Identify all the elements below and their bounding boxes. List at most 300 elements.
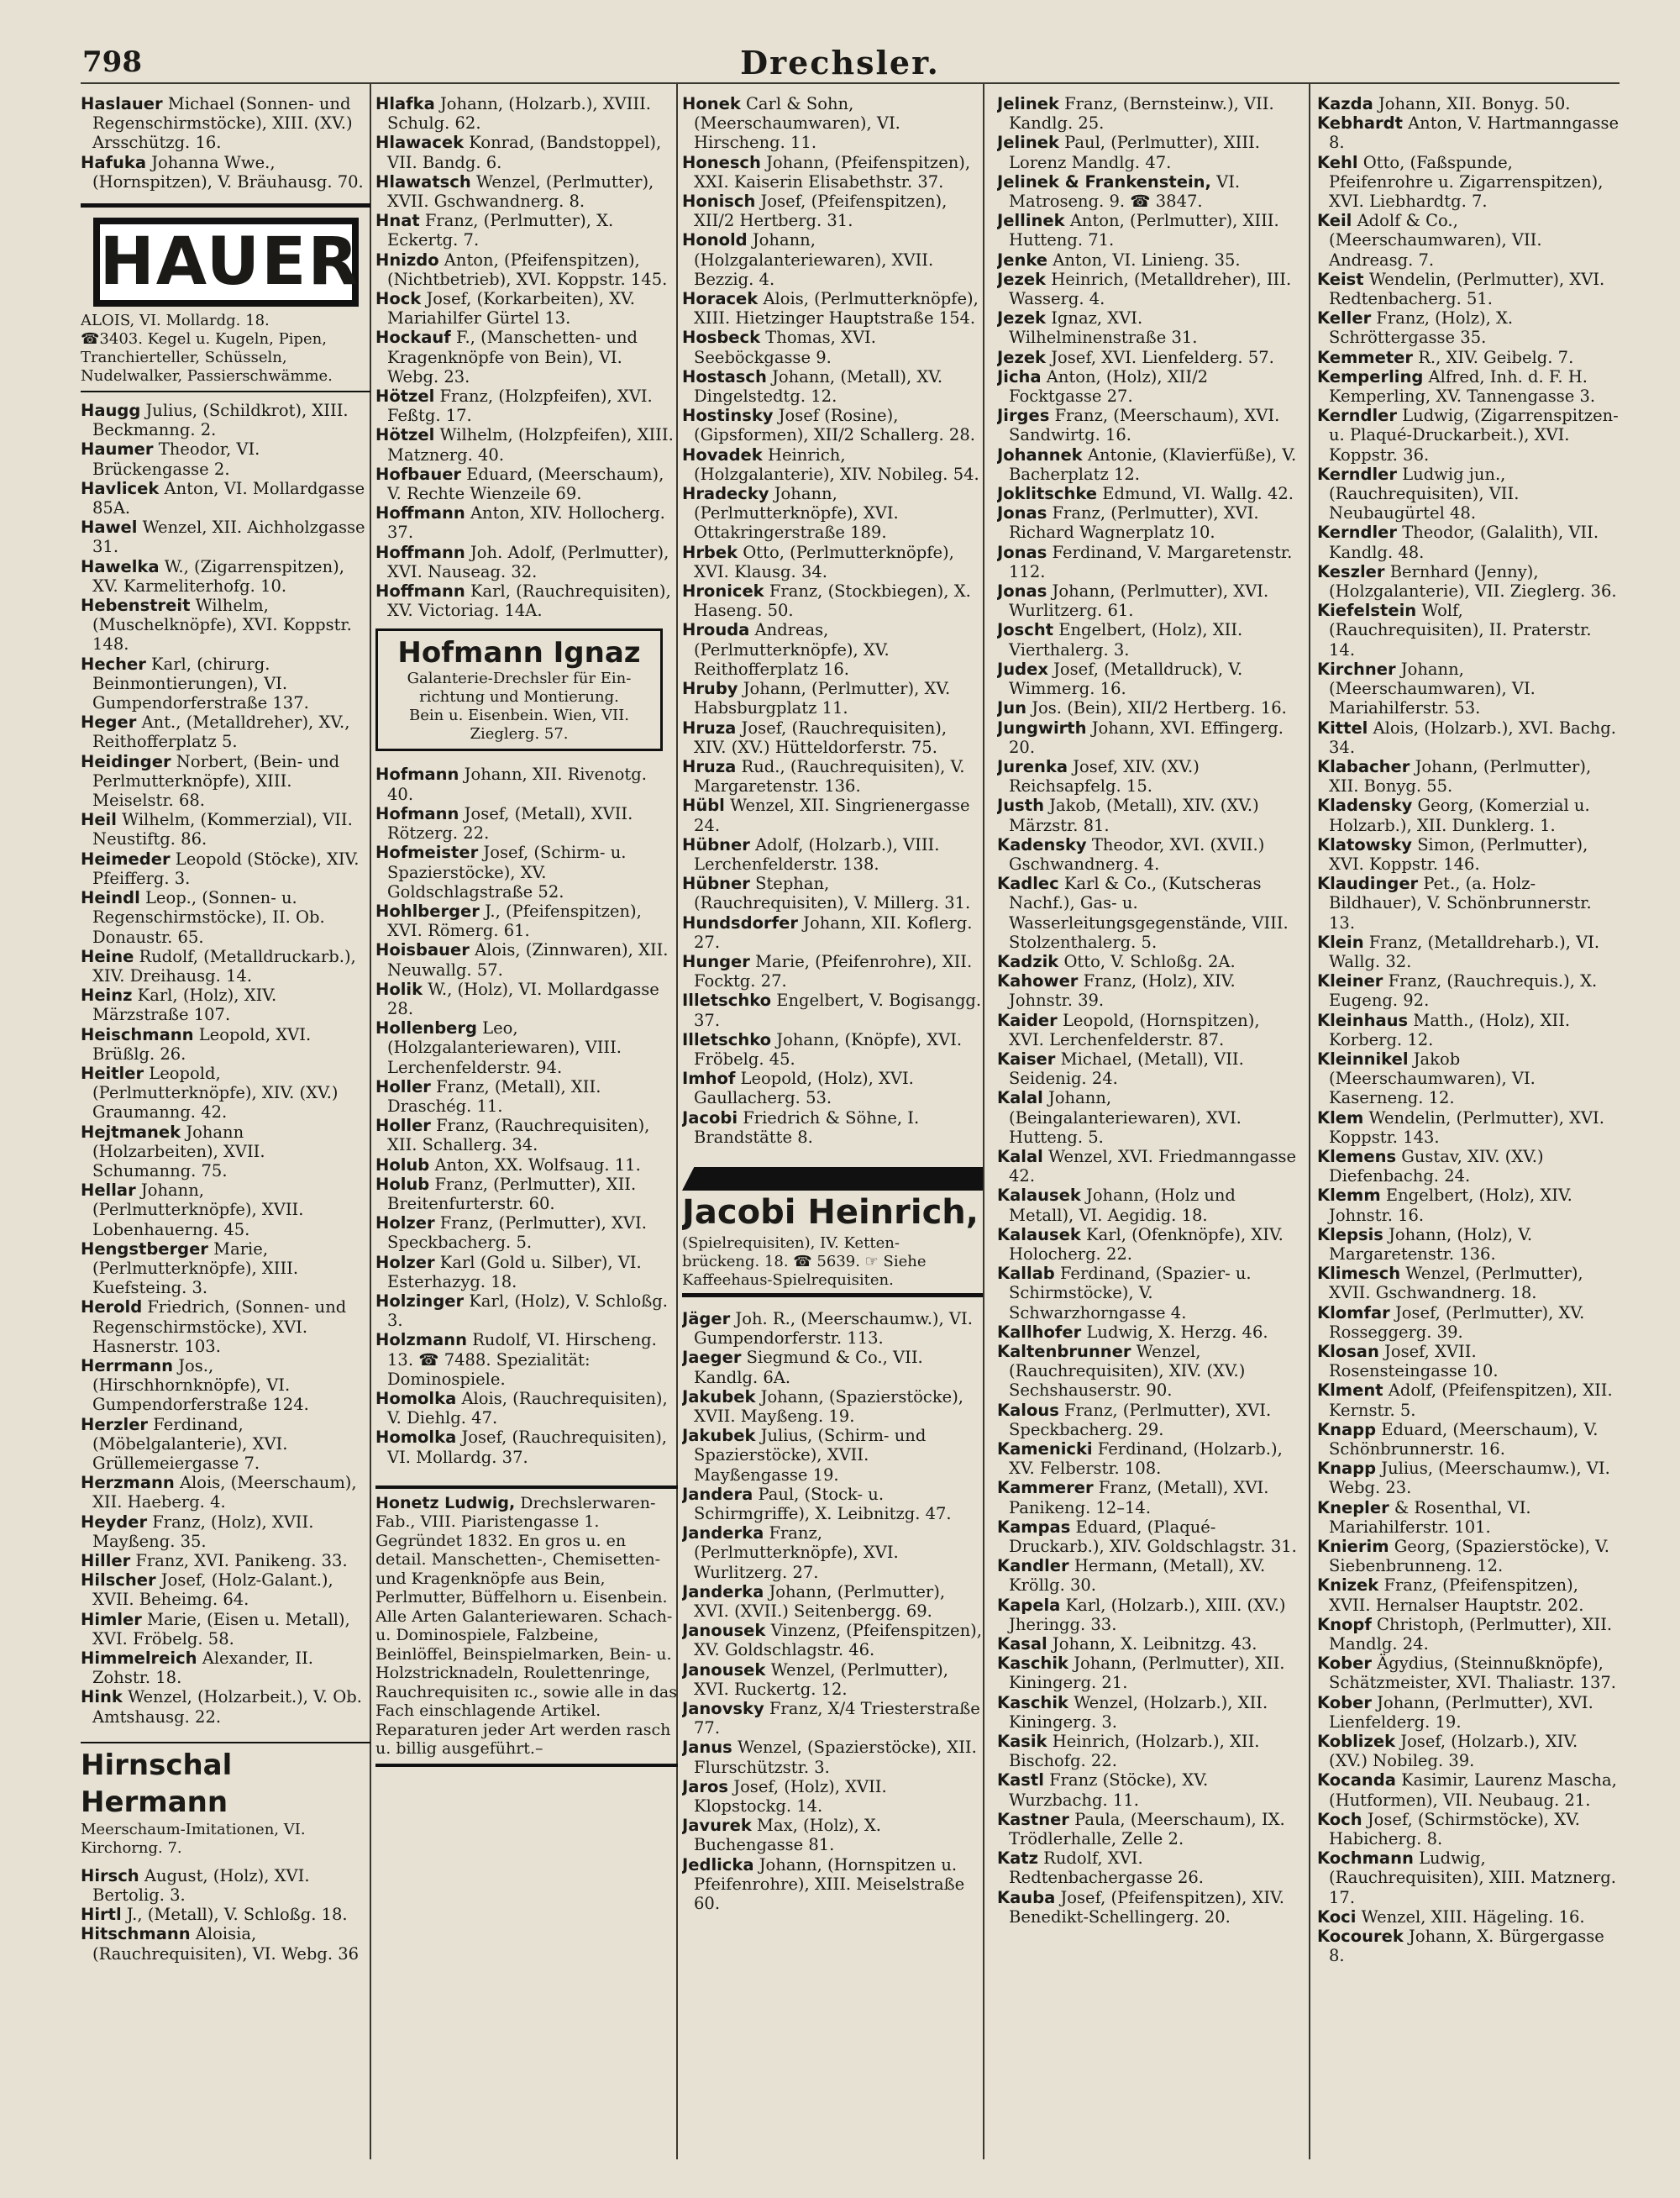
entry-name: Kallab <box>997 1264 1055 1284</box>
entry-text: Franz, (Perlmutter), XVI. Speckbacherg. 5. <box>387 1213 647 1253</box>
entry-name: Heidinger <box>81 751 171 771</box>
entry-name: Kastner <box>997 1809 1069 1829</box>
entry-name: Hafuka <box>81 152 146 172</box>
entry-name: Heimeder <box>81 849 171 869</box>
directory-entry <box>81 1687 370 1726</box>
directory-entry <box>682 543 983 581</box>
entry-text: Ferdinand, (Spazier- u. Schirmstöcke), V. Schwarzhorngasse 4. <box>1009 1264 1252 1322</box>
entry-name: Jakubek <box>682 1386 756 1407</box>
directory-entry <box>375 1018 678 1077</box>
entry-text: Josef, (Pfeifenspitzen), XII/2 Hertberg. 31. <box>694 192 948 231</box>
entry-name: Hiller <box>81 1551 131 1570</box>
entry-text: Adolf, (Pfeifenspitzen), XII. Kernstr. 5. <box>1329 1380 1613 1420</box>
column-divider <box>983 84 984 2159</box>
entry-text: Franz, X/4 Triesterstraße 77. <box>694 1699 980 1738</box>
entry-name: Kauba <box>997 1887 1056 1907</box>
entry-name: Kochmann <box>1317 1848 1414 1869</box>
directory-entry <box>997 250 1298 270</box>
directory-entry <box>997 660 1298 698</box>
entry-name: Hohlberger <box>375 901 480 921</box>
entry-text: Josef, (Rauchrequisiten), XIV. (XV.) Hütteldorferstr. 75. <box>694 718 948 757</box>
directory-entry <box>997 1634 1298 1654</box>
directory-entry <box>375 1291 678 1330</box>
directory-entry <box>1317 1927 1620 1965</box>
directory-entry <box>81 655 370 713</box>
entry-name: Holzinger <box>375 1291 465 1311</box>
directory-entry <box>682 1738 983 1776</box>
entry-name: Kocourek <box>1317 1927 1404 1947</box>
entry-name: Hlawatsch <box>375 171 471 192</box>
directory-entry <box>81 1866 370 1905</box>
entry-text: Franz, (Holz), X. Schröttergasse 35. <box>1329 308 1514 348</box>
directory-entry <box>1317 367 1620 406</box>
directory-entry <box>81 153 370 192</box>
entry-text: August, (Holz), XVI. Bertolig. 3. <box>92 1865 310 1906</box>
entry-name: Jedlicka <box>682 1854 754 1875</box>
entry-name: Kaschik <box>997 1692 1068 1712</box>
directory-entry <box>375 172 678 211</box>
directory-entry <box>1317 211 1620 270</box>
entry-name: Kallhofer <box>997 1322 1082 1342</box>
directory-entry <box>997 1810 1298 1848</box>
entry-name: Honek <box>682 94 741 113</box>
directory-entry <box>375 1077 678 1116</box>
entry-text: Anton, V. Hartmanngasse 8. <box>1329 113 1620 153</box>
entry-text: Wolf, (Rauchrequisiten), II. Praterstr. 14. <box>1329 601 1592 660</box>
entry-text: Johann, (Holzarb.), XVIII. Schulg. 62. <box>387 94 652 134</box>
entry-name: Hofmeister <box>375 843 479 863</box>
entry-text: Pet., (a. Holz-Bildhauer), V. Schönbrunnerstr. 13. <box>1329 874 1592 933</box>
directory-entry <box>682 1523 983 1582</box>
entry-text: Franz, (Rauchrequisiten), XII. Schallerg. 34. <box>387 1116 650 1155</box>
directory-entry <box>375 1155 678 1175</box>
directory-column-3 <box>682 94 983 2178</box>
entry-name: Jaeger <box>682 1348 742 1368</box>
entry-text: Anton, VI. Mollardgasse 85A. <box>92 478 365 518</box>
entry-text: Aloisia, (Rauchrequisiten), VI. Webg. 36 <box>92 1924 360 1964</box>
entry-text: Johann, (Metall), XV. Dingelstedtg. 12. <box>694 366 943 407</box>
entry-name: Haslauer <box>81 94 163 113</box>
entry-text: Joh. R., (Meerschaumw.), VI. Gumpendorferstr. 113. <box>694 1308 973 1349</box>
entry-name: Kaiser <box>997 1049 1056 1069</box>
entry-name: Hitschmann <box>81 1924 191 1944</box>
entry-name: Himmelreich <box>81 1648 197 1669</box>
entry-name: Jezek <box>997 308 1047 329</box>
directory-entry <box>682 94 983 153</box>
entry-text: Franz, (Holz), XVII. Mayßeng. 35. <box>92 1512 314 1551</box>
ad-text: Drechslerwaren-Fab., VIII. Piaristengasse 1. Gegründet 1832. En gros u. en detail. Manschetten-, Chemisetten- und Kragenknöpfe aus Bein, Perlmutter, Büffelhorn u. Eisenbein. Alle Arten Galanteriewaren. Schach- u. Dominospiele, Falzbeine, Beinlöffel, Beinspielmarken, Bein- u. Holzstricknadeln, Roulettenringe, Rauchrequisiten ɪc., sowie alle in das Fach einschlagende Artikel. Reparaturen jeder Art werden rasch u. billig ausgeführt.– <box>375 1493 677 1759</box>
directory-entry <box>997 308 1298 347</box>
entry-name: Hostinsky <box>682 406 774 426</box>
entry-text: Alois, (Rauchrequisiten), V. Diehlg. 47. <box>387 1388 668 1428</box>
entry-name: Hengstberger <box>81 1238 208 1259</box>
entry-text: Ägydius, (Steinnußknöpfe), Schätzmeister, XVI. Thaliastr. 137. <box>1329 1654 1616 1693</box>
entry-text: Wenzel, XII. Aichholzgasse 31. <box>92 518 365 557</box>
directory-entry <box>997 172 1298 211</box>
directory-entry <box>375 1213 678 1252</box>
entry-text: Wilhelm, (Muschelknöpfe), XVI. Koppstr. 148. <box>92 596 352 655</box>
entry-text: Ferdinand, V. Margaretenstr. 112. <box>1009 542 1293 581</box>
directory-entry <box>682 913 983 952</box>
entry-name: Hofmann <box>375 803 459 823</box>
entry-name: Hoffmann <box>375 542 465 562</box>
directory-entry <box>375 902 678 940</box>
ad-line: brückeng. 18. ☎ 5639. ☞ Siehe <box>682 1252 927 1270</box>
entry-text: Leopold, XVI. Brüßlg. 26. <box>92 1024 312 1064</box>
entry-text: Heinrich, (Holzarb.), XII. Bischofg. 22. <box>1009 1732 1260 1771</box>
entry-text: Alois, (Perlmutterknöpfe), XIII. Hietzinger Hauptstraße 154. <box>694 289 979 329</box>
directory-entry <box>1317 1225 1620 1264</box>
directory-entry <box>682 1777 983 1816</box>
entry-text: Wenzel, XVI. Friedmanngasse 42. <box>1009 1146 1297 1186</box>
column-divider <box>1309 84 1310 2159</box>
entry-text: Josef, (Korkarbeiten), XV. Mariahilfer Gürtel 13. <box>387 289 635 329</box>
entry-name: Illetschko <box>682 991 772 1011</box>
directory-entry <box>682 718 983 757</box>
directory-column-2 <box>375 94 678 2178</box>
entry-name: Kleinnikel <box>1317 1049 1409 1069</box>
entry-text: Ludwig, (Rauchrequisiten), XIII. Matznerg. 17. <box>1329 1848 1616 1907</box>
ad-headline: Jacobi Heinrich, <box>682 1192 979 1232</box>
directory-entry <box>81 1570 370 1609</box>
entry-name: Kittel <box>1317 718 1368 738</box>
entry-text: Franz, (Meerschaum), XVI. Sandwirtg. 16. <box>1009 406 1280 445</box>
ad-line: Kirchorng. 7. <box>81 1838 182 1857</box>
directory-entry <box>81 1905 370 1924</box>
entry-text: Leopold (Stöcke), XIV. Pfeifferg. 3. <box>92 849 360 888</box>
entry-name: Jandera <box>682 1484 753 1504</box>
directory-entry <box>682 1309 983 1348</box>
directory-entry <box>81 1473 370 1512</box>
entry-name: Janousek <box>682 1659 766 1680</box>
entry-name: Hronicek <box>682 581 764 602</box>
directory-entry <box>81 439 370 478</box>
entry-name: Hock <box>375 289 422 309</box>
entry-name: Hawel <box>81 518 138 538</box>
entry-text: Josef, (Perlmutter), XV. Rosseggerg. 39. <box>1329 1302 1585 1342</box>
entry-name: Kazda <box>1317 94 1373 113</box>
directory-entry <box>997 581 1298 620</box>
entry-text: Siegmund & Co., VII. Kandlg. 6A. <box>694 1348 923 1387</box>
directory-entry <box>997 835 1298 874</box>
entry-text: Anton, XIV. Hollocherg. 37. <box>387 503 665 543</box>
directory-column-1 <box>81 94 370 2178</box>
entry-text: Ludwig, X. Herzg. 46. <box>1086 1322 1268 1342</box>
entry-text: Josef (Rosine), (Gipsformen), XII/2 Schallerg. 28. <box>694 406 975 445</box>
entry-text: Wenzel, (Rauchrequisiten), XIV. (XV.) Sechshauserstr. 90. <box>1009 1342 1246 1401</box>
directory-entry <box>997 94 1298 133</box>
directory-entry <box>1317 1498 1620 1537</box>
entry-name: Johannek <box>997 444 1083 465</box>
entry-text: Simon, (Perlmutter), XVI. Koppstr. 146. <box>1329 834 1588 874</box>
directory-entry <box>81 1512 370 1551</box>
directory-entry <box>997 406 1298 444</box>
entry-name: Hellar <box>81 1181 136 1201</box>
directory-entry <box>997 445 1298 484</box>
directory-entry <box>375 543 678 581</box>
directory-entry <box>1317 153 1620 212</box>
entry-name: Kalausek <box>997 1186 1081 1206</box>
entry-text: Josef, (Holz-Galant.), XVII. Beheimg. 64. <box>92 1570 333 1610</box>
entry-name: Jelinek <box>997 133 1059 153</box>
entry-name: Hrbek <box>682 542 738 562</box>
entry-text: Josef, XVII. Rosensteingasse 10. <box>1329 1342 1499 1381</box>
entry-text: Josef, (Holz), XVII. Klopstockg. 14. <box>694 1776 887 1817</box>
entry-name: Kaltenbrunner <box>997 1342 1131 1361</box>
entry-text: Friedrich & Söhne, I. Brandstätte 8. <box>694 1107 920 1147</box>
entry-text: Wilhelm, (Holzpfeifen), XIII. Matznerg. 40. <box>387 425 674 465</box>
entry-name: Horacek <box>682 289 759 309</box>
entry-text: Friedrich, (Sonnen- und Regenschirmstöcke), XVI. Hasnerstr. 103. <box>92 1297 347 1356</box>
entry-text: Wenzel, (Holzarb.), XII. Kiningerg. 3. <box>1009 1692 1268 1732</box>
entry-name: Jellinek <box>997 211 1065 231</box>
entry-text: Wenzel, (Spazierstöcke), XII. Flurschützstr. 3. <box>694 1738 977 1777</box>
directory-entry <box>375 250 678 289</box>
entry-name: Heyder <box>81 1512 148 1532</box>
entry-name: Kocanda <box>1317 1770 1396 1790</box>
entry-text: Theodor, XVI. (XVII.) Gschwandnerg. 4. <box>1009 834 1265 874</box>
directory-entry <box>1317 835 1620 874</box>
entry-text: Johann, X. Bürgergasse 8. <box>1329 1927 1604 1966</box>
entry-text: Marie, (Eisen u. Metall), XVI. Fröbelg. 58. <box>92 1609 350 1648</box>
directory-entry <box>682 679 983 718</box>
entry-name: Kehl <box>1317 152 1358 172</box>
advertisement-honetz <box>375 1485 678 1767</box>
entry-name: Heine <box>81 946 134 966</box>
directory-entry <box>81 986 370 1024</box>
entry-name: Knepler <box>1317 1497 1389 1517</box>
directory-entry <box>682 1426 983 1485</box>
directory-entry <box>375 1175 678 1213</box>
directory-entry <box>375 581 678 620</box>
directory-entry <box>81 557 370 596</box>
directory-entry <box>375 1253 678 1291</box>
entry-name: Hunger <box>682 951 750 971</box>
entry-text: Franz, (Holz), XIV. Johnstr. 39. <box>1009 971 1236 1011</box>
entry-text: Theodor, (Galalith), VII. Kandlg. 48. <box>1329 523 1599 562</box>
directory-entry <box>1317 1303 1620 1342</box>
entry-text: Eduard, (Meerschaum), V. Rechte Wienzeile 69. <box>387 464 664 504</box>
entry-text: Leop., (Sonnen- u. Regenschirmstöcke), II. Ob. Donaustr. 65. <box>92 888 325 947</box>
entry-text: Johann, (Perlmutter), XII. Bonyg. 55. <box>1329 756 1592 797</box>
entry-name: Heil <box>81 810 117 830</box>
entry-name: Herzler <box>81 1414 149 1434</box>
directory-entry <box>1317 660 1620 718</box>
directory-entry <box>375 289 678 328</box>
entry-text: Adolf, (Holzarb.), VIII. Lerchenfelderstr. 138. <box>694 834 940 874</box>
entry-name: Heindl <box>81 888 140 908</box>
directory-entry <box>375 765 678 803</box>
entry-text: Alois, (Meerschaum), XII. Haeberg. 4. <box>92 1473 357 1512</box>
directory-entry <box>375 386 678 425</box>
directory-entry <box>997 1517 1298 1556</box>
directory-entry <box>997 1478 1298 1517</box>
entry-text: Josef, (Metall), XVII. Rötzerg. 22. <box>387 803 633 844</box>
directory-entry <box>997 1888 1298 1927</box>
entry-text: Julius, (Schirm- und Spazierstöcke), XVII. Mayßengasse 19. <box>694 1426 927 1485</box>
entry-name: Hovadek <box>682 444 763 465</box>
entry-name: Hruby <box>682 679 738 699</box>
entry-name: Janousek <box>682 1621 766 1641</box>
entry-name: Joklitschke <box>997 484 1098 504</box>
directory-entry <box>997 1848 1298 1887</box>
directory-entry <box>81 1551 370 1570</box>
entry-text: Wenzel, (Perlmutter), XVII. Gschwandnerg. 8. <box>387 171 654 212</box>
entry-name: Justh <box>997 796 1044 816</box>
entry-name: Hübner <box>682 874 750 894</box>
entry-text: W., (Zigarrenspitzen), XV. Karmeliterhofg. 10. <box>92 556 344 596</box>
entry-text: Engelbert, (Holz), XII. Vierthalerg. 3. <box>1009 620 1243 660</box>
entry-text: Josef, (Holzarb.), XIV. (XV.) Nobileg. 39. <box>1329 1732 1578 1771</box>
directory-entry <box>1317 1654 1620 1692</box>
directory-entry <box>375 1389 678 1428</box>
entry-name: Keszler <box>1317 561 1385 581</box>
entry-text: Ferdinand, (Möbelgalanterie), XVI. Grüllemeiergasse 7. <box>92 1414 288 1473</box>
entry-name: Hollenberg <box>375 1018 477 1039</box>
directory-entry <box>682 952 983 991</box>
entry-name: Kalous <box>997 1400 1059 1420</box>
entry-name: Janderka <box>682 1581 764 1601</box>
directory-entry <box>81 401 370 439</box>
directory-entry <box>682 581 983 620</box>
entry-name: Hejtmanek <box>81 1122 181 1142</box>
entry-text: J., (Pfeifenspitzen), XVI. Römerg. 61. <box>387 901 642 941</box>
entry-text: Anton, (Holz), XII/2 Focktgasse 27. <box>1009 366 1209 407</box>
ad-line: Meerschaum-Imitationen, VI. <box>81 1820 306 1838</box>
entry-text: Andreas, (Perlmutterknöpfe), XV. Reithofferplatz 16. <box>694 620 890 679</box>
entry-text: Antonie, (Klavierfüße), V. Bacherplatz 12. <box>1009 444 1297 484</box>
directory-entry <box>81 849 370 888</box>
directory-entry <box>997 1732 1298 1770</box>
directory-entry <box>1317 874 1620 933</box>
entry-name: Jezek <box>997 269 1047 289</box>
entry-text: Leopold, (Holz), XVI. Gaullacherg. 53. <box>694 1069 914 1108</box>
directory-entry <box>682 445 983 484</box>
entry-name: Hruza <box>682 718 737 738</box>
entry-text: Karl, (Ofenknöpfe), XIV. Holocherg. 22. <box>1009 1224 1284 1264</box>
entry-name: Jelinek <box>997 94 1059 113</box>
directory-entry <box>375 503 678 542</box>
entry-name: Kadensky <box>997 834 1087 854</box>
ad-decor-bar <box>682 1167 983 1191</box>
advertisement-hofmann <box>375 628 663 751</box>
entry-text: J., (Metall), V. Schloßg. 18. <box>126 1905 348 1925</box>
directory-entry <box>682 289 983 328</box>
entry-text: Wilhelm, (Kommerzial), VII. Neustiftg. 86. <box>92 810 353 849</box>
entry-text: Karl & Co., (Kutscheras Nachf.), Gas- u. Wasserleitungsgegenstände, VIII. Stolzenthalerg. 5. <box>1009 874 1289 952</box>
entry-name: Hübl <box>682 796 725 816</box>
ad-headline: Honetz Ludwig, <box>375 1493 516 1512</box>
entry-text: Karl, (Rauchrequisiten), XV. Victoriag. 14A. <box>387 581 671 621</box>
directory-entry <box>997 952 1298 971</box>
directory-entry <box>81 479 370 518</box>
entry-name: Kalal <box>997 1088 1043 1108</box>
ad-line: Nudelwalker, Passierschwämme. <box>81 367 333 386</box>
entry-text: Matth., (Holz), XII. Korberg. 12. <box>1329 1010 1571 1049</box>
entry-text: Franz, (Perlmutter), XVI. Speckbacherg. 29. <box>1009 1400 1272 1439</box>
entry-name: Jaros <box>682 1776 729 1796</box>
entry-text: Johann, (Perlmutter), XVI. (XVII.) Seitenbergg. 69. <box>694 1581 946 1622</box>
directory-entry <box>375 465 678 503</box>
entry-name: Honisch <box>682 192 756 212</box>
directory-entry <box>997 1596 1298 1634</box>
entry-name: Hirsch <box>81 1865 139 1885</box>
directory-entry <box>1317 718 1620 757</box>
directory-entry <box>375 843 678 902</box>
ad-headline: Hofmann Ignaz <box>397 636 641 670</box>
directory-entry <box>81 1610 370 1648</box>
directory-entry <box>1317 1342 1620 1380</box>
directory-entry <box>375 425 678 464</box>
entry-name: Kaschik <box>997 1654 1068 1674</box>
entry-name: Havlicek <box>81 478 160 498</box>
entry-text: Ludwig, (Zigarrenspitzen- u. Plaqué-Druckarbeit.), XVI. Koppstr. 36. <box>1329 406 1619 465</box>
directory-entry <box>682 1348 983 1386</box>
entry-text: Wendelin, (Perlmutter), XVI. Redtenbacherg. 51. <box>1329 269 1605 309</box>
directory-entry <box>1317 113 1620 152</box>
entry-name: Klatowsky <box>1317 834 1412 854</box>
entry-name: Hlawacek <box>375 133 465 153</box>
directory-entry <box>1317 94 1620 113</box>
directory-entry <box>81 1356 370 1415</box>
directory-entry <box>997 1264 1298 1322</box>
directory-entry <box>1317 796 1620 834</box>
entry-name: Kiefelstein <box>1317 601 1417 621</box>
entry-text: Josef, (Pfeifenspitzen), XIV. Benedikt-Schellingerg. 20. <box>1009 1887 1284 1927</box>
directory-entry <box>997 1439 1298 1478</box>
ad-line: ☎3403. Kegel u. Kugeln, Pipen, <box>81 330 327 349</box>
ad-line: (Spielrequisiten), IV. Ketten- <box>682 1233 900 1252</box>
entry-name: Hofbauer <box>375 464 462 484</box>
entry-name: Hlafka <box>375 94 435 113</box>
directory-entry <box>81 596 370 655</box>
entry-text: Jos., (Hirschhornknöpfe), VI. Gumpendorferstraße 124. <box>92 1355 309 1415</box>
entry-name: Jezek <box>997 347 1047 367</box>
entry-name: Judex <box>997 659 1048 679</box>
entry-text: Theodor, VI. Brückengasse 2. <box>92 439 260 479</box>
entry-name: Kaider <box>997 1010 1058 1030</box>
entry-name: Klem <box>1317 1107 1364 1128</box>
entry-text: Ferdinand, (Holzarb.), XV. Felberstr. 108. <box>1009 1439 1283 1479</box>
directory-entry <box>1317 1732 1620 1770</box>
entry-name: Holub <box>375 1154 430 1175</box>
directory-entry <box>997 270 1298 308</box>
directory-entry <box>1317 1186 1620 1224</box>
entry-text: Josef, (Schirmstöcke), XV. Habicherg. 8. <box>1329 1809 1580 1849</box>
entry-text: Eduard, (Meerschaum), V. Schönbrunnerstr. 16. <box>1329 1419 1599 1459</box>
ad-line: Zieglerg. 57. <box>470 725 569 744</box>
entry-name: Kleinhaus <box>1317 1010 1409 1030</box>
directory-entry <box>682 484 983 543</box>
entry-text: Engelbert, V. Bogisangg. 37. <box>694 991 982 1030</box>
entry-text: Ludwig jun., (Rauchrequisiten), VII. Neubaugürtel 48. <box>1329 464 1520 523</box>
entry-text: Johanna Wwe., (Hornspitzen), V. Bräuhausg. 70. <box>92 152 364 192</box>
entry-name: Hostasch <box>682 366 767 386</box>
entry-name: Illetschko <box>682 1029 772 1049</box>
directory-entry <box>682 620 983 679</box>
entry-text: Franz (Stöcke), XV. Wurzbachg. 11. <box>1009 1770 1209 1810</box>
directory-entry <box>682 874 983 912</box>
directory-entry <box>1317 523 1620 561</box>
entry-text: Johann, (Holz), V. Margaretenstr. 136. <box>1329 1224 1533 1264</box>
entry-text: Karl, (Holz), V. Schloßg. 3. <box>387 1291 668 1331</box>
entry-text: Bernhard (Jenny), (Holzgalanterie), VII. Zieglerg. 36. <box>1329 561 1617 602</box>
directory-entry <box>682 1660 983 1699</box>
entry-name: Holub <box>375 1174 430 1194</box>
page-title: Drechsler. <box>740 44 940 82</box>
entry-text: Wenzel, XIII. Hägeling. 16. <box>1361 1906 1585 1927</box>
ad-decor-bar <box>682 1293 983 1297</box>
